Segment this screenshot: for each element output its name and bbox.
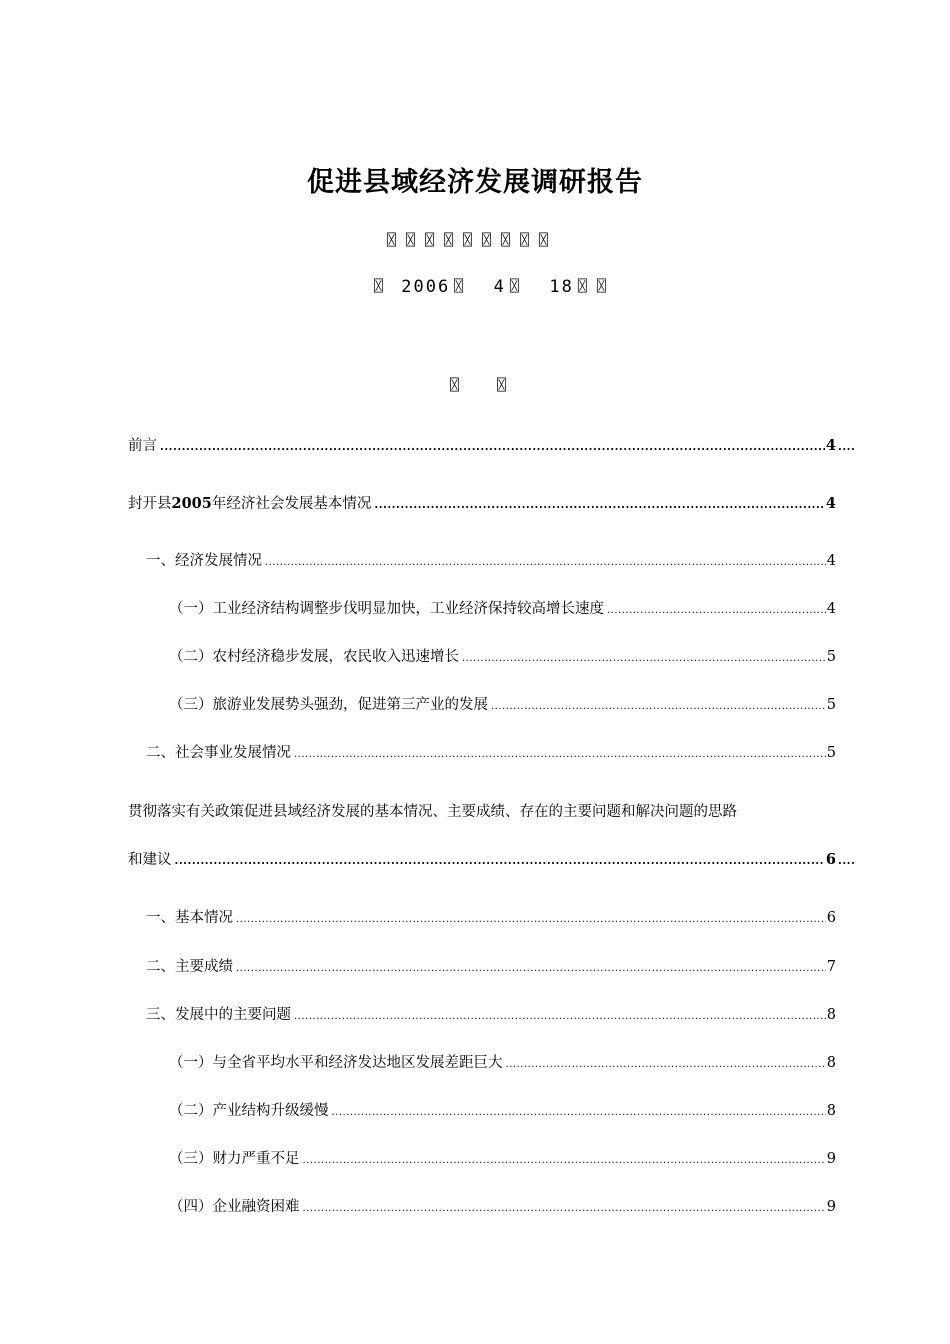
- toc-entry-policy-line1[interactable]: 贯彻落实有关政策促进县域经济发展的基本情况、主要成绩、存在的主要问题和解决问题的思路: [128, 804, 737, 820]
- toc-leader-dots: [175, 855, 825, 866]
- toc-leader-dots: [491, 702, 826, 712]
- toc-page-number: 8: [826, 1103, 836, 1119]
- toc-leader-dots: [236, 964, 826, 974]
- toc-entry-basic-situation[interactable]: [128, 492, 836, 513]
- toc-entry-label: （三）旅游业发展势头强劲，促进第三产业的发展: [169, 697, 488, 713]
- toc-page-number: 9: [826, 1151, 836, 1167]
- toc-entry-industrial-upgrade[interactable]: [169, 1099, 836, 1120]
- toc-entry-social-development[interactable]: [146, 741, 836, 762]
- toc-page-number: 9: [826, 1199, 836, 1215]
- toc-entry-label: （一）与全省平均水平和经济发达地区发展差距巨大: [169, 1055, 503, 1071]
- toc-entry-fiscal-shortage[interactable]: [169, 1147, 836, 1168]
- toc-heading: 〿〿: [446, 376, 540, 396]
- toc-page-number: 5: [826, 745, 836, 761]
- toc-leader-dots: [265, 558, 826, 568]
- toc-leader-dots: [462, 654, 826, 664]
- toc-page-number: 4: [826, 553, 836, 569]
- toc-leader-dots: [303, 1156, 826, 1166]
- toc-leader-dots: [374, 499, 825, 510]
- toc-leader-dots: [303, 1204, 826, 1214]
- toc-entry-development-gap[interactable]: [169, 1051, 836, 1072]
- toc-page-number: 5: [826, 649, 836, 665]
- toc-leader-dots: [332, 1108, 826, 1118]
- toc-leader-dots: [294, 750, 826, 760]
- toc-leader-overrun: ....: [838, 854, 856, 867]
- toc-entry-label: 二、社会事业发展情况: [146, 745, 291, 761]
- toc-leader-dots: [236, 915, 826, 925]
- toc-entry-label: （二）农村经济稳步发展，农民收入迅速增长: [169, 649, 459, 665]
- toc-page-number: 8: [826, 1007, 836, 1023]
- toc-entry-label: 一、经济发展情况: [146, 553, 262, 569]
- toc-entry-label: （四）企业融资困难: [169, 1199, 300, 1215]
- toc-page-number: 6: [825, 851, 836, 868]
- document-title: 促进县域经济发展调研报告: [307, 167, 643, 198]
- toc-entry-economic-development[interactable]: [146, 549, 836, 570]
- toc-entry-basic-facts[interactable]: [146, 906, 836, 927]
- toc-page-number: 5: [826, 697, 836, 713]
- toc-entry-label: （二）产业结构升级缓慢: [169, 1103, 329, 1119]
- toc-entry-preface[interactable]: [128, 434, 836, 455]
- toc-leader-overrun: ....: [838, 440, 856, 453]
- toc-leader-dots: [506, 1060, 826, 1070]
- toc-entry-label: 三、发展中的主要问题: [146, 1007, 291, 1023]
- document-subtitle: 〿〿〿〿〿〿〿〿〿: [383, 231, 554, 251]
- toc-entry-label: 前言: [128, 438, 157, 454]
- toc-leader-dots: [607, 606, 826, 616]
- toc-entry-label: 二、主要成绩: [146, 959, 233, 975]
- toc-page-number: 8: [826, 1055, 836, 1071]
- toc-entry-label: （一）工业经济结构调整步伐明显加快，工业经济保持较高增长速度: [169, 601, 604, 617]
- toc-entry-financing-difficulty[interactable]: [169, 1195, 836, 1216]
- toc-page-number: 6: [826, 910, 836, 926]
- toc-entry-label: （三）财力严重不足: [169, 1151, 300, 1167]
- document-date: 〿 2006〿 4〿 18〿〿: [370, 277, 612, 297]
- toc-page-number: 4: [826, 601, 836, 617]
- toc-leader-dots: [160, 441, 825, 452]
- toc-entry-rural-economy[interactable]: [169, 645, 836, 666]
- toc-entry-label: 封开县2005年经济社会发展基本情况: [128, 495, 372, 512]
- toc-entry-main-problems[interactable]: [146, 1003, 836, 1024]
- toc-entry-industrial-economy[interactable]: [169, 597, 836, 618]
- toc-page-number: 4: [825, 437, 836, 454]
- toc-entry-tourism[interactable]: [169, 693, 836, 714]
- toc-entry-achievements[interactable]: [146, 955, 836, 976]
- toc-entry-label: 和建议: [128, 852, 172, 868]
- toc-leader-dots: [294, 1012, 826, 1022]
- toc-page-number: 7: [826, 959, 836, 975]
- toc-page-number: 4: [825, 495, 836, 512]
- toc-entry-label: 一、基本情况: [146, 910, 233, 926]
- toc-entry-policy-implementation[interactable]: [128, 848, 836, 869]
